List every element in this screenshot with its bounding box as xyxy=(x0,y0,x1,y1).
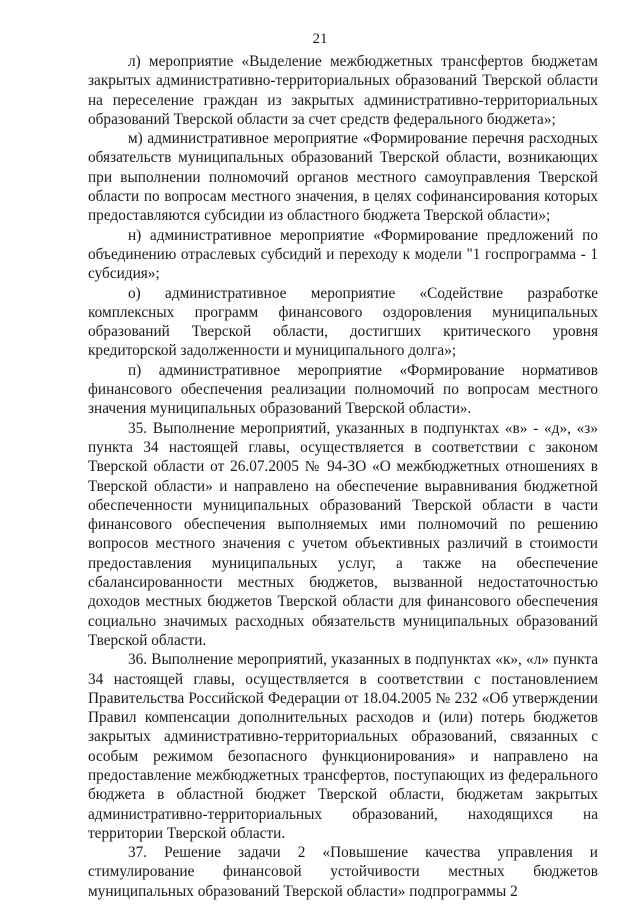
page-number: 21 xyxy=(312,31,328,47)
paragraph-item-m: м) административное мероприятие «Формирование перечня расходных обязательств муниципальных образований Тверской области, возникающих при выполнении полномочий органов местного самоуправления Тверской области по вопросам местного значения, в целях софинансирования которых предоставляются субсидии из областного бюджета Тверской области»; xyxy=(88,130,598,225)
paragraph-item-n: н) административное мероприятие «Формирование предложений по объединению отраслевых субсидий и переходу к модели "1 госпрограмма - 1 субсидия»; xyxy=(88,226,598,283)
paragraph-clause-35: 35. Выполнение мероприятий, указанных в подпунктах «в» - «д», «з» пункта 34 настоящей главы, осуществляется в соответствии с законом Тверской области от 26.07.2005 № 94-ЗО «О межбюджетных отношениях в Тверской области» и направлено на обеспечение выравнивания бюджетной обеспеченности муниципальных образований Тверской области в части финансового обеспечения выполняемых ими полномочий по решению вопросов местного значения с учетом объективных различий в стоимости предоставления муниципальных услуг, а также на обеспечение сбалансированности местных бюджетов, вызванной недостаточностью доходов местных бюджетов Тверской области для финансового обеспечения социально значимых расходных обязательств муниципальных образований Тверской области. xyxy=(88,419,598,649)
paragraph-clause-36: 36. Выполнение мероприятий, указанных в подпунктах «к», «л» пункта 34 настоящей главы, осуществляется в соответствии с постановлением Правительства Российской Федерации от 18.04.2005 № 232 «Об утверждении Правил компенсации дополнительных расходов и (или) потерь бюджетов закрытых административно-территориальных образований, связанных с особым режимом безопасного функционирования» и направлено на предоставление межбюджетных трансфертов, поступающих из федерального бюджета в областной бюджет Тверской области, бюджетам закрытых административно-территориальных образований, находящихся на территории Тверской области. xyxy=(88,651,598,842)
paragraph-item-l: л) мероприятие «Выделение межбюджетных трансфертов бюджетам закрытых административно-территориальных образований Тверской области на переселение граждан из закрытых административно-территориальных образований Тверской области за счет средств федерального бюджета»; xyxy=(88,53,598,128)
paragraph-item-p: п) административное мероприятие «Формирование нормативов финансового обеспечения реализации полномочий по вопросам местного значения муниципальных образований Тверской области». xyxy=(88,361,598,418)
paragraph-item-o: о) административное мероприятие «Содействие разработке комплексных программ финансового оздоровления муниципальных образований Тверской области, достигших критического уровня кредиторской задолженности и муниципального долга»; xyxy=(88,284,598,360)
document-body xyxy=(88,52,598,901)
paragraph-clause-37: 37. Решение задачи 2 «Повышение качества управления и стимулирование финансовой устойчивости местных бюджетов муниципальных образований Тверской области» подпрограммы 2 xyxy=(88,844,598,900)
